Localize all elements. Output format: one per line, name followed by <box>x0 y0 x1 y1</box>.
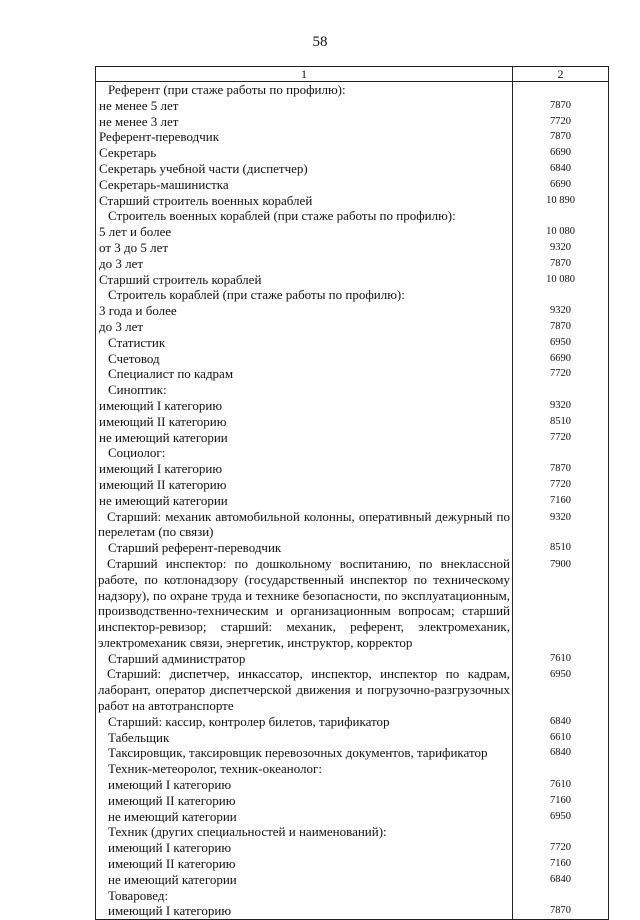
salary-value: 7720 <box>513 840 609 856</box>
table-row <box>96 414 609 430</box>
table-row <box>96 856 609 872</box>
table-row <box>96 366 609 382</box>
table-row <box>96 793 609 809</box>
table-row <box>96 556 609 651</box>
column-header-salary: 2 <box>513 67 609 82</box>
position-title: Секретарь-машинистка <box>96 177 513 193</box>
table-row <box>96 809 609 825</box>
position-title: Социолог: <box>96 445 513 461</box>
table-row <box>96 114 609 130</box>
salary-value: 7610 <box>513 651 609 667</box>
table-row <box>96 761 609 777</box>
salary-value: 7720 <box>513 430 609 446</box>
table-row <box>96 319 609 335</box>
position-title: Старший строитель кораблей <box>96 272 513 288</box>
table-row <box>96 445 609 461</box>
position-title: до 3 лет <box>96 256 513 272</box>
position-title: Старший: кассир, контролер билетов, тарификатор <box>96 714 513 730</box>
position-title: не имеющий категории <box>96 493 513 509</box>
position-title: не менее 5 лет <box>96 98 513 114</box>
table-row <box>96 145 609 161</box>
position-title: имеющий I категорию <box>96 840 513 856</box>
table-row <box>96 493 609 509</box>
position-title: Секретарь учебной части (диспетчер) <box>96 161 513 177</box>
salary-value: 9320 <box>513 240 609 256</box>
table-row <box>96 745 609 761</box>
salary-value: 8510 <box>513 540 609 556</box>
salary-value: 10 080 <box>513 224 609 240</box>
position-title: Синоптик: <box>96 382 513 398</box>
position-title: Таксировщик, таксировщик перевозочных документов, тарификатор <box>96 745 513 761</box>
column-header-position: 1 <box>96 67 513 82</box>
salary-value: 7610 <box>513 777 609 793</box>
table-row <box>96 903 609 919</box>
salary-value: 10 890 <box>513 193 609 209</box>
salary-value: 7160 <box>513 856 609 872</box>
table-row <box>96 193 609 209</box>
position-title: имеющий I категорию <box>96 461 513 477</box>
position-title: до 3 лет <box>96 319 513 335</box>
position-title: Техник-метеоролог, техник-океанолог: <box>96 761 513 777</box>
salary-value: 7720 <box>513 477 609 493</box>
table-row <box>96 777 609 793</box>
table-row <box>96 82 609 98</box>
table-row <box>96 540 609 556</box>
salary-value: 6950 <box>513 809 609 825</box>
salary-value: 6690 <box>513 351 609 367</box>
page-number: 58 <box>312 34 328 50</box>
table-row <box>96 335 609 351</box>
salary-value: 7870 <box>513 256 609 272</box>
position-title: от 3 до 5 лет <box>96 240 513 256</box>
salary-value <box>513 761 609 777</box>
table-row <box>96 714 609 730</box>
table-row <box>96 303 609 319</box>
table-row <box>96 98 609 114</box>
salary-value: 6610 <box>513 730 609 746</box>
table-row <box>96 382 609 398</box>
table-body <box>96 82 609 920</box>
position-title: 5 лет и более <box>96 224 513 240</box>
salary-value: 6840 <box>513 714 609 730</box>
table-row <box>96 888 609 904</box>
table-row <box>96 256 609 272</box>
position-title: имеющий II категорию <box>96 793 513 809</box>
position-title: Табельщик <box>96 730 513 746</box>
salary-value: 7870 <box>513 319 609 335</box>
position-title: имеющий I категорию <box>96 398 513 414</box>
position-title: Старший референт-переводчик <box>96 540 513 556</box>
position-title: не имеющий категории <box>96 809 513 825</box>
position-title: Старший инспектор: по дошкольному воспитанию, по внеклассной работе, по котлонадзору (государственный инспектор по техническому надзору), по охране труда и технике безопасности, по эксплуатационным, производственно-техническим и организационным вопросам; старший инспектор-ревизор; старший: механик, референт, электромеханик, электромеханик связи, энергетик, инструктор, корректор <box>96 556 513 651</box>
salary-value: 7160 <box>513 493 609 509</box>
salary-value: 7720 <box>513 114 609 130</box>
position-title: не имеющий категории <box>96 872 513 888</box>
position-title: Старший: механик автомобильной колонны, оперативный дежурный по перелетам (по связи) <box>96 509 513 541</box>
position-title: не менее 3 лет <box>96 114 513 130</box>
salary-value: 7870 <box>513 129 609 145</box>
position-title: Строитель военных кораблей (при стаже работы по профилю): <box>96 208 513 224</box>
position-title: Старший строитель военных кораблей <box>96 193 513 209</box>
salary-value: 7870 <box>513 98 609 114</box>
table-row <box>96 351 609 367</box>
salary-value: 6950 <box>513 666 609 713</box>
salary-value: 9320 <box>513 509 609 541</box>
position-title: Старший администратор <box>96 651 513 667</box>
table-row <box>96 224 609 240</box>
salary-value <box>513 445 609 461</box>
position-title: Референт-переводчик <box>96 129 513 145</box>
salary-value: 7870 <box>513 903 609 919</box>
position-title: имеющий I категорию <box>96 903 513 919</box>
table-row <box>96 509 609 541</box>
position-title: Референт (при стаже работы по профилю): <box>96 82 513 98</box>
salary-value: 9320 <box>513 303 609 319</box>
position-title: Секретарь <box>96 145 513 161</box>
position-title: имеющий II категорию <box>96 856 513 872</box>
salary-value <box>513 824 609 840</box>
salary-value: 6690 <box>513 145 609 161</box>
table-row <box>96 208 609 224</box>
position-title: 3 года и более <box>96 303 513 319</box>
salary-value: 6840 <box>513 872 609 888</box>
salary-value: 6840 <box>513 745 609 761</box>
salary-value <box>513 888 609 904</box>
position-title: Счетовод <box>96 351 513 367</box>
table-row <box>96 430 609 446</box>
salary-value: 6950 <box>513 335 609 351</box>
position-title: Техник (других специальностей и наименований): <box>96 824 513 840</box>
salary-value <box>513 208 609 224</box>
table-row <box>96 730 609 746</box>
salary-value: 6840 <box>513 161 609 177</box>
position-title: имеющий II категорию <box>96 477 513 493</box>
table-row <box>96 177 609 193</box>
salary-value: 9320 <box>513 398 609 414</box>
position-title: не имеющий категории <box>96 430 513 446</box>
salary-value: 6690 <box>513 177 609 193</box>
table-row <box>96 129 609 145</box>
salary-value <box>513 82 609 98</box>
table-row <box>96 651 609 667</box>
table-row <box>96 461 609 477</box>
position-title: Строитель кораблей (при стаже работы по профилю): <box>96 287 513 303</box>
table-row <box>96 398 609 414</box>
position-title: Старший: диспетчер, инкассатор, инспектор, инспектор по кадрам, лаборант, оператор диспетчерской движения и погрузочно-разгрузочных работ на автотранспорте <box>96 666 513 713</box>
salary-value <box>513 287 609 303</box>
position-title: Товаровед: <box>96 888 513 904</box>
table-row <box>96 272 609 288</box>
table-row <box>96 824 609 840</box>
table-header-row <box>96 67 609 82</box>
salary-value: 7720 <box>513 366 609 382</box>
salary-value <box>513 382 609 398</box>
position-title: имеющий II категорию <box>96 414 513 430</box>
salary-value: 7900 <box>513 556 609 651</box>
salary-value: 7160 <box>513 793 609 809</box>
table-row <box>96 840 609 856</box>
table-row <box>96 287 609 303</box>
table-row <box>96 477 609 493</box>
table-row <box>96 240 609 256</box>
salary-table <box>95 66 609 920</box>
table-row <box>96 161 609 177</box>
position-title: Специалист по кадрам <box>96 366 513 382</box>
salary-value: 10 080 <box>513 272 609 288</box>
salary-value: 7870 <box>513 461 609 477</box>
position-title: Статистик <box>96 335 513 351</box>
table-row <box>96 666 609 713</box>
salary-value: 8510 <box>513 414 609 430</box>
position-title: имеющий I категорию <box>96 777 513 793</box>
table-row <box>96 872 609 888</box>
